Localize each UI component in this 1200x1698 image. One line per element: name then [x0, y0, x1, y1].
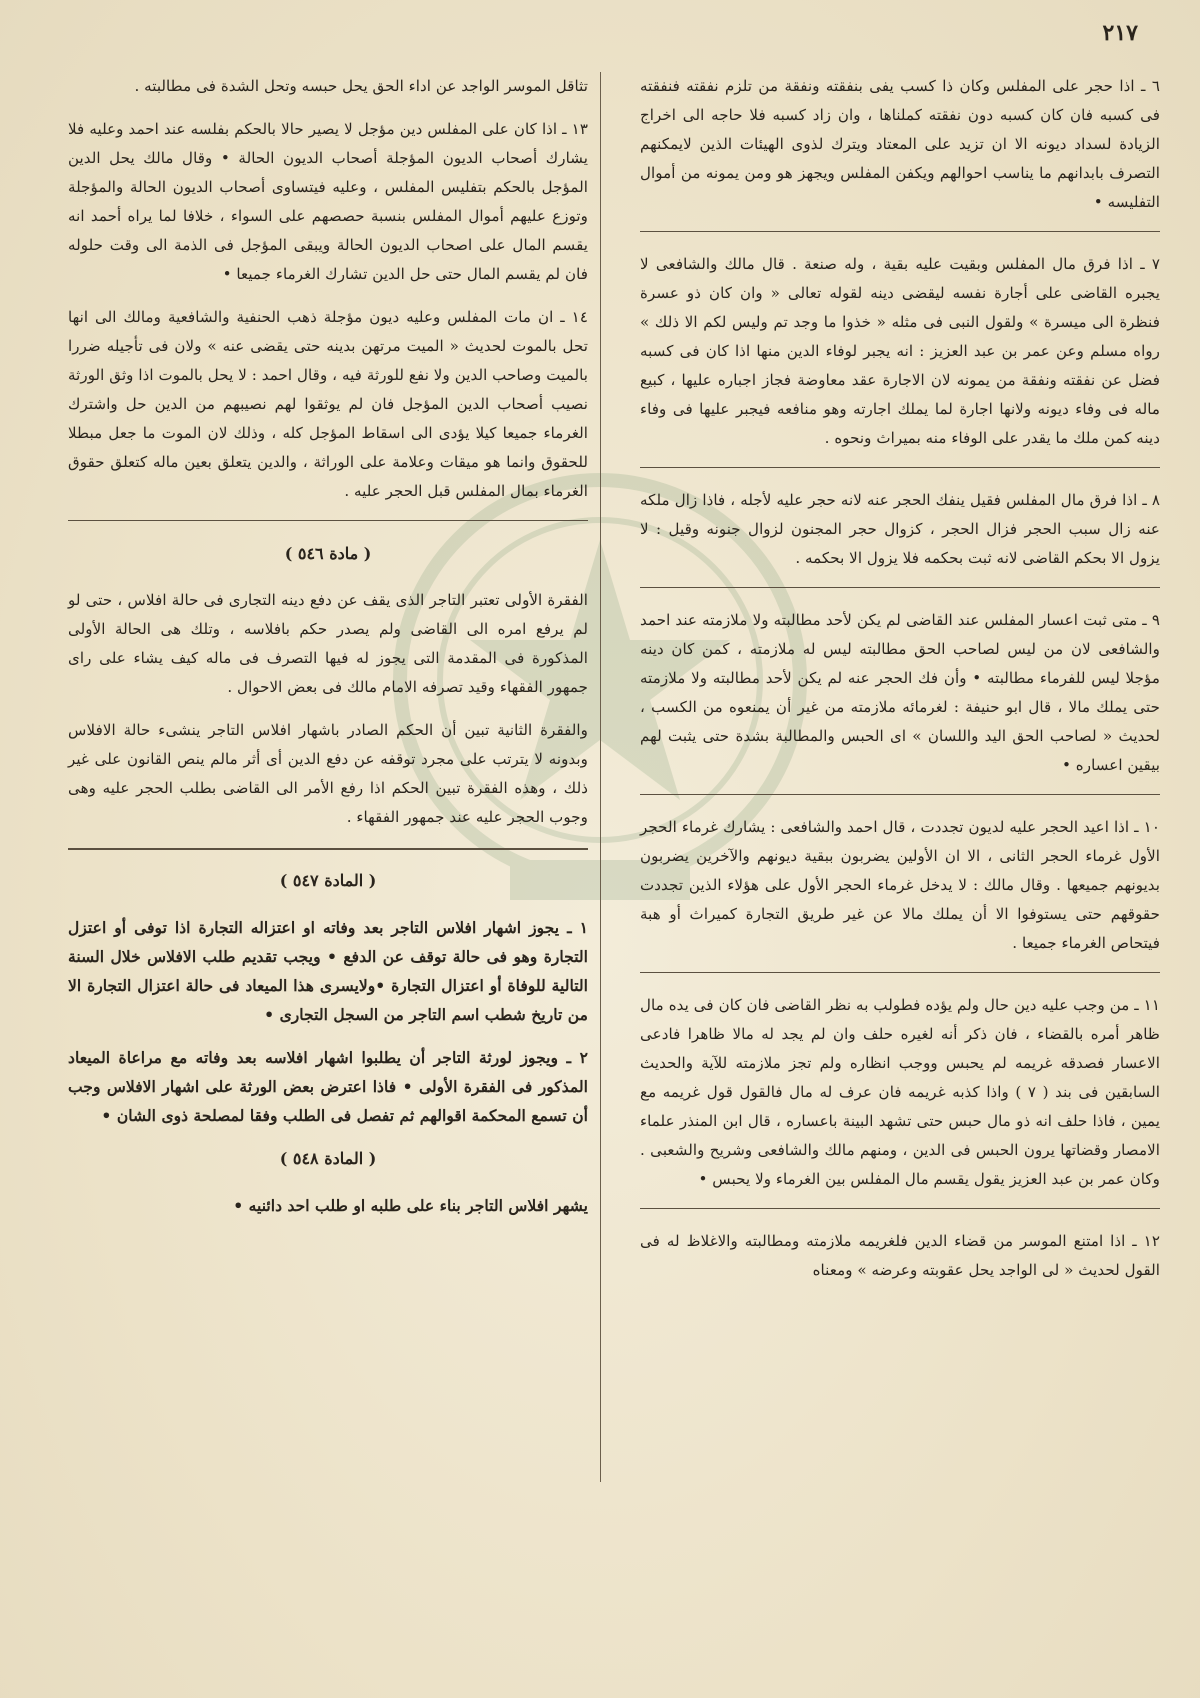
right-column	[640, 72, 1160, 1299]
paragraph-item-12: ١٢ ـ اذا امتنع الموسر من قضاء الدين فلغريمه ملازمته ومطالبته والاغلاظ له فى القول لحديث « لى الواجد يحل عقوبته وعرضه » ومعناه	[640, 1232, 1160, 1279]
section-rule	[640, 587, 1160, 588]
article-546-paragraph: الفقرة الأولى تعتبر التاجر الذى يقف عن دفع دينه التجارى فى حالة افلاس ، حتى لو لم يرفع امره الى القاضى ولم يصدر حكم بافلاسه ، وتلك هى الحالة الأولى المذكورة فى المقدمة التى يجوز له فيها التصرف فى ماله كيف يشاء على راى جمهور الفقهاء وقيد تصرفه الامام مالك فى بعض الاحوال .	[68, 591, 588, 696]
left-column	[68, 72, 588, 1234]
article-547-heading: ( المادة ٥٤٧ )	[279, 871, 377, 890]
paragraph-item-6: ٦ ـ اذا حجر على المفلس وكان ذا كسب يفى بنفقته ونفقة من تلزم نفقته فنفقته فى كسبه فان كان كسبه دون نفقته كملناها ، وان زاد كسبه فلا حاجه الى اخراج الزيادة لسداد ديونه الا ان تزيد على المعتاد ويترك لذوى الهيئات الذين لايمكنهم التصرف بابدانهم ما يناسب احوالهم ويكفن المفلس ويجهز هو ومن يمونه من أموال التفليسه •	[640, 77, 1160, 211]
paragraph-item-9: ٩ ـ متى ثبت اعسار المفلس عند القاضى لم يكن لأحد مطالبته ولا ملازمته عند احمد والشافعى لان من ليس لصاحب الحق مطالبته ليس له ملازمته ، كمن كان دينه مؤجلا ليس للفرماء مطالبته • وأن فك الحجر عنه لم يكن لأحد مطالبته ولا ملازمته حتى يملك مالا ، قال ابو حنيفة : لغرمائه ملازمته من غير أن يمنعوه من الكسب ، لحديث « لصاحب الحق اليد واللسان » اى الحبس والمطالبة بشدة حتى يثبت لهم بيقين اعساره •	[640, 611, 1160, 774]
article-547-paragraph: ١ ـ يجوز اشهار افلاس التاجر بعد وفاته او اعتزاله التجارة اذا توفى أو اعتزل التجارة وهو فى حالة توقف عن الدفع • ويجب تقديم طلب الافلاس خلال السنة التالية للوفاة أو اعتزال التجارة •ولايسرى هذا الميعاد فى حالة اعتزال التجارة الا من تاريخ شطب اسم التاجر من السجل التجارى •	[68, 918, 588, 1024]
paragraph-item-10: ١٠ ـ اذا اعيد الحجر عليه لديون تجددت ، قال احمد والشافعى : يشارك غرماء الحجر الأول غرماء الحجر الثانى ، الا ان الأولين يضربون ببقية ديونهم والآخرين يضربون بديونهم جميعها . وقال مالك : لا يدخل غرماء الحجر الأول على هؤلاء الذين تجددت حقوقهم حتى يستوفوا الا أن يملك مالا عن غير طريق التجارة كميراث أو هبة فيتحاص الغرماء جميعا .	[640, 818, 1160, 952]
column-divider	[600, 72, 601, 1482]
article-548-paragraph: يشهر افلاس التاجر بناء على طلبه او طلب احد دائنيه •	[233, 1196, 588, 1215]
section-rule	[68, 520, 588, 521]
section-rule	[640, 972, 1160, 973]
article-548-heading: ( المادة ٥٤٨ )	[279, 1149, 377, 1168]
paragraph-item-8: ٨ ـ اذا فرق مال المفلس فقيل ينفك الحجر عنه لانه حجر عليه لأجله ، فاذا زال ملكه عنه زال سبب الحجر فزال الحجر ، كزوال حجر المجنون لزوال جنونه وقيل : لا يزول الا بحكم القاضى لانه ثبت بحكمه فلا يزول الا بحكمه .	[640, 491, 1160, 567]
page-number: ٢١٧	[1102, 20, 1138, 46]
paragraph-item-14: ١٤ ـ ان مات المفلس وعليه ديون مؤجلة ذهب الحنفية والشافعية ومالك الى انها تحل بالموت لحديث « الميت مرتهن بدينه حتى يقضى عنه » ولان فى تأجيله ضررا بالميت وصاحب الدين ولا نفع للورثة فيه ، وقال احمد : لا يحل بالموت اذا وثق الورثة نصيب أصحاب الدين المؤجل فان لم يوثقوا لهم نصيبهم من الدين حل واشترك الغرماء جميعا كيلا يؤدى الى اسقاط المؤجل كله ، وذلك لان الموت ما جعل مبطلا للحقوق وانما هو ميقات وعلامة على الوراثة ، والدين يتعلق بعين ماله كتعلق حقوق الغرماء بمال المفلس قبل الحجر عليه .	[68, 308, 588, 500]
section-rule	[640, 231, 1160, 232]
paragraph-item-11: ١١ ـ من وجب عليه دين حال ولم يؤده فطولب به نظر القاضى فان كان فى يده مال ظاهر أمره بالقضاء ، فان ذكر أنه لغيره حلف وان لم يجد له مالا ظاهرا فادعى الاعسار فصدقه غريمه لم يحبس ووجب انظاره ولم تجز ملازمته للآية والحديث السابقين فى بند ( ٧ ) واذا كذبه غريمه فان عرف له مال فالقول قول غريمه مع يمين ، فاذا حلف انه ذو مال حبس حتى تشهد البينة باعساره ، قال ابن المنذر علماء الامصار وقضاتها يرون الحبس فى الدين ، ومنهم مالك والشافعى وشريح والشعبى . وكان عمر بن عبد العزيز يقول يقسم مال المفلس بين الغرماء ولا يحبس •	[640, 996, 1161, 1188]
article-547-paragraph: ٢ ـ ويجوز لورثة التاجر أن يطلبوا اشهار افلاسه بعد وفاته مع مراعاة الميعاد المذكور فى الفقرة الأولى • فاذا اعترض بعض الورثة على اشهار الافلاس وجب أن تسمع المحكمة اقوالهم ثم تفصل فى الطلب وفقا لمصلحة ذوى الشان •	[68, 1048, 588, 1125]
article-546-heading: ( مادة ٥٤٦ )	[284, 544, 372, 563]
section-rule	[640, 794, 1160, 795]
article-546-paragraph: والفقرة الثانية تبين أن الحكم الصادر باشهار افلاس التاجر ينشىء حالة الافلاس وبدونه لا يترتب على مجرد توقفه عن دفع الدين أى أثر مالم ينص القانون على غير ذلك ، وهذه الفقرة تبين الحكم اذا رفع الأمر الى القاضى بطلب الحجر عليه وهى وجوب الحجر عليه عند جمهور الفقهاء .	[68, 721, 588, 826]
section-rule	[640, 1208, 1160, 1209]
paragraph-item-7: ٧ ـ اذا فرق مال المفلس وبقيت عليه بقية ، وله صنعة . قال مالك والشافعى لا يجبره القاضى على أجارة نفسه ليقضى دينه لقوله تعالى « وان كان ذو عسرة فنظرة الى ميسرة » ولقول النبى فى مثله « خذوا ما وجد تم وليس لكم الا ذلك » رواه مسلم وعن عمر بن عبد العزيز : انه يجبر لوفاء الدين منها اذا كان فى كسبه فضل عن نفقته ونفقة من يمونه لان الاجارة عقد معاوضة فجاز اجباره عليها ، كبيع ماله فى وفاء ديونه ولانها اجارة لما يملك اجارته وهو منافعه فيجبر عليها فى وفاء دينه كمن ملك ما يقدر على الوفاء منه بميراث ونحوه .	[640, 255, 1160, 447]
section-rule	[640, 467, 1160, 468]
paragraph-continuation: تثاقل الموسر الواجد عن اداء الحق يحل حبسه وتحل الشدة فى مطالبته .	[134, 77, 588, 95]
paragraph-item-13: ١٣ ـ اذا كان على المفلس دين مؤجل لا يصير حالا بالحكم بفلسه عند احمد وعليه فلا يشارك أصحاب الديون المؤجلة أصحاب الديون الحالة • وقال مالك يحل الدين المؤجل بالحكم بتفليس المفلس ، وعليه فيتساوى أصحاب الديون الحالة والمؤجلة وتوزع عليهم أموال المفلس بنسبة حصصهم على السواء ، خلافا لما يراه أحمد انه يقسم المال على اصحاب الديون الحالة ويبقى المؤجل فى الذمة الى وقت حلوله فان لم يقسم المال حتى حل الدين تشارك الغرماء جميعا •	[68, 120, 588, 283]
section-rule	[68, 848, 588, 850]
